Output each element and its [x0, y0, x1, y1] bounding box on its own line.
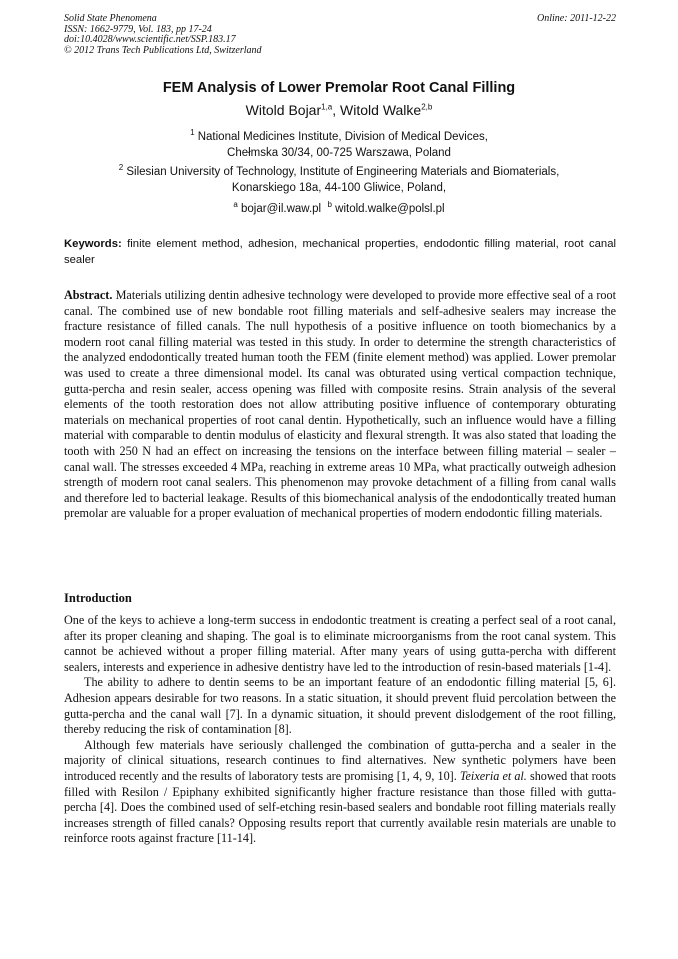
author-separator: , — [332, 102, 341, 118]
author-affiliation-marker: 2,b — [421, 102, 433, 112]
abstract — [64, 288, 616, 522]
online-date: Online: 2011-12-22 — [537, 13, 616, 24]
author-name: Witold Bojar — [245, 102, 322, 118]
email-link[interactable]: witold.walke@polsl.pl — [335, 203, 445, 215]
paper-title: FEM Analysis of Lower Premolar Root Canal Filling — [162, 80, 516, 96]
affiliation-number: 1 — [190, 128, 195, 138]
paragraph: One of the keys to achieve a long-term success in endodontic treatment is creating a perfect seal of a root canal, after its proper cleaning and shaping. The goal is to eliminate microorganisms from the root canal system. This cannot be achieved without a proper filling material. After many years of using gutta-percha with different sealers, interests and experience in adhesive dentistry have led to the introduction of resin-based materials [1-4]. — [64, 613, 616, 674]
introduction-body — [64, 613, 616, 847]
affiliation-1 — [0, 129, 678, 161]
keywords — [64, 236, 616, 268]
abstract-label: Abstract. — [64, 288, 113, 302]
affiliation-address: Chełmska 30/34, 00-725 Warszawa, Poland — [227, 147, 451, 159]
keywords-text: finite element method, adhesion, mechanical properties, endodontic filling material, root canal sealer — [64, 238, 617, 266]
section-heading: Introduction — [64, 591, 132, 605]
author-list — [0, 102, 678, 118]
paragraph-text: Although few materials have seriously challenged the combination of gutta-percha and a sealer in the majority of clinical situations, research continues to find alternatives. New synthetic polymers have been introduced recently and the results of laboratory tests are promising [1, 4, 9, 10]. — [64, 737, 616, 783]
email-marker: b — [327, 200, 332, 210]
journal-doi: doi:10.4028/www.scientific.net/SSP.183.17 — [64, 34, 236, 45]
affiliation-address: Konarskiego 18a, 44-100 Gliwice, Poland, — [231, 182, 447, 194]
abstract-text: Materials utilizing dentin adhesive technology were developed to provide more effective seal of a root canal. The combined use of new bondable root filling materials and self-adhesive sealers may increase the fracture resistance of filled canals. The null hypothesis of a positive influence on tooth biomechanics by a modern root canal filling material was tested in this study. In order to determine the strength characteristics of the analyzed endodontically treated human tooth the FEM (finite element method) was applied. Lower premolar was used to create a three dimensional model. Its canal was obturated using vertical compaction technique, gutta-percha and resin sealer, access opening was filled with composite resins. Strain analysis of the several elements of the tooth restoration does not allow attributing positive influence of contemporary obturating materials on mechanical properties of root canal dentin. Hypothetically, such an influence would have a filling material with comparable to dentin modulus of elasticity and flexural strength. It was also stated that loading the tooth with 250 N had an effect on increasing the tensions on the interface between filling material – sealer – canal wall. The stresses exceeded 4 MPa, reaching in extreme areas 10 MPa, what practically outweigh adhesion strength of modern root canal sealers. This phenomenon may provoke detachment of a filling from canal walls and therefore led to bacterial leakage. Results of this biomechanical analysis of the endodontically treated human premolar are valuable for a proper evaluation of mechanical properties of modern endodontic filling materials. — [64, 288, 616, 521]
author-emails — [0, 201, 678, 217]
journal-copyright: © 2012 Trans Tech Publications Ltd, Switzerland — [64, 44, 262, 56]
journal-name: Solid State Phenomena — [64, 13, 157, 24]
email-marker: a — [233, 200, 238, 210]
email-link[interactable]: bojar@il.waw.pl — [241, 203, 322, 215]
journal-issn: ISSN: 1662-9779, Vol. 183, pp 17-24 — [64, 23, 212, 35]
paragraph: The ability to adhere to dentin seems to be an important feature of an endodontic filling material [5, 6]. Adhesion appears desirable for two reasons. In a static situation, it should prevent fluid percolation between the gutta-percha and the canal wall [7]. In a dynamic situation, it should prevent dislodgement of the root filling, thereby reducing the risk of contamination [8]. — [64, 675, 616, 737]
paragraph-text: showed that roots filled with Resilon / Epiphany exhibited significantly higher fracture resistance than those filled with gutta-percha [4]. Does the combined used of self-etching resin-based sealers and bondable root filling materials really increases strength of filled canals? Opposing results report that currently available resin materials are unable to reinforce roots against fracture [11-14]. — [64, 768, 617, 846]
affiliation-line: National Medicines Institute, Division of Medical Devices, — [197, 131, 488, 143]
paragraph — [64, 738, 616, 847]
affiliation-number: 2 — [118, 163, 124, 173]
author-affiliation-marker: 1,a — [321, 102, 333, 112]
author-name: Witold Walke — [340, 102, 422, 118]
citation-authors: Teixeria et al. — [459, 768, 527, 783]
affiliation-2 — [0, 164, 678, 196]
keywords-label: Keywords: — [64, 238, 122, 250]
affiliation-line: Silesian University of Technology, Institute of Engineering Materials and Biomaterials, — [126, 166, 560, 178]
journal-header — [64, 14, 616, 56]
